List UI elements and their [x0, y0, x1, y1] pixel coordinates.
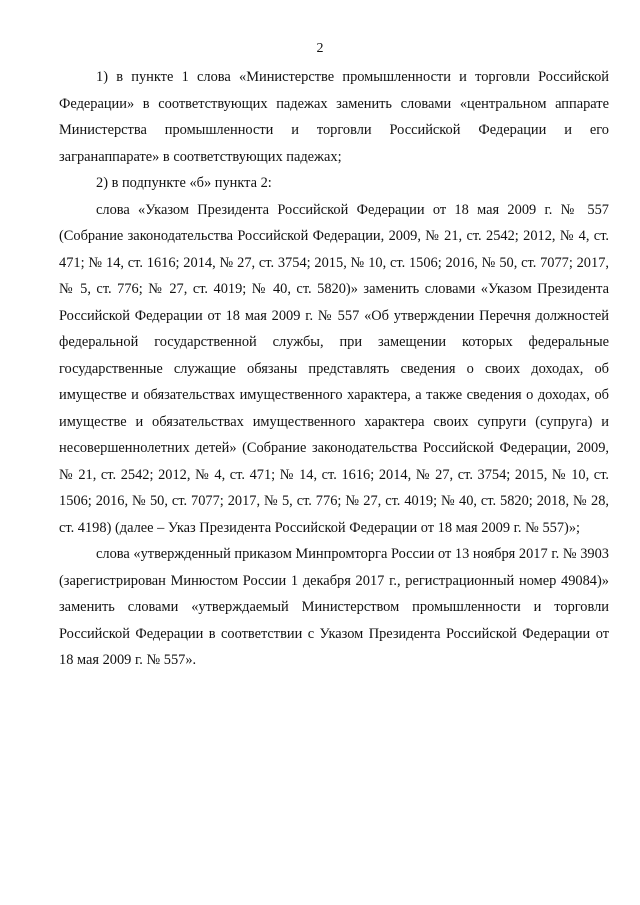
- document-body: [59, 64, 609, 674]
- paragraph-item-1: 1) в пункте 1 слова «Министерстве промышленности и торговли Российской Федерации» в соответствующих падежах заменить словами «центральном аппарате Министерства промышленности и торговли Российской Федерации и его загранаппарате» в соответствующих падежах;: [59, 69, 609, 165]
- paragraph-item-2-amendment-2: слова «утвержденный приказом Минпромторга России от 13 ноября 2017 г. № 3903 (зарегистрирован Минюстом России 1 декабря 2017 г., регистрационный номер 49084)» заменить словами «утверждаемый Министерством промышленности и торговли Российской Федерации в соответствии с Указом Президента Российской Федерации от 18 мая 2009 г. № 557».: [59, 546, 609, 668]
- paragraph-item-2: 2) в подпункте «б» пункта 2:: [96, 175, 272, 191]
- paragraph-item-2-amendment-1: слова «Указом Президента Российской Федерации от 18 мая 2009 г. № 557 (Собрание законодательства Российской Федерации, 2009, № 21, ст. 2542; 2012, № 4, ст. 471; № 14, ст. 1616; 2014, № 27, ст. 3754; 2015, № 10, ст. 1506; 2016, № 50, ст. 7077; 2017, № 5, ст. 776; № 27, ст. 4019; № 40, ст. 5820)» заменить словами «Указом Президента Российской Федерации от 18 мая 2009 г. № 557 «Об утверждении Перечня должностей федеральной государственной службы, при замещении которых федеральные государственные служащие обязаны представлять сведения о своих доходах, об имуществе и обязательствах имущественного характера, а также сведения о доходах, об имуществе и обязательствах имущественного характера своих супруги (супруга) и несовершеннолетних детей» (Собрание законодательства Российской Федерации, 2009, № 21, ст. 2542; 2012, № 4, ст. 471; № 14, ст. 1616; 2014, № 27, ст. 3754; 2015, № 10, ст. 1506; 2016, № 50, ст. 7077; 2017, № 5, ст. 776; № 27, ст. 4019; № 40, ст. 5820; 2018, № 28, ст. 4198) (далее – Указ Президента Российской Федерации от 18 мая 2009 г. № 557)»;: [59, 201, 609, 536]
- page-number: 2: [316, 41, 324, 56]
